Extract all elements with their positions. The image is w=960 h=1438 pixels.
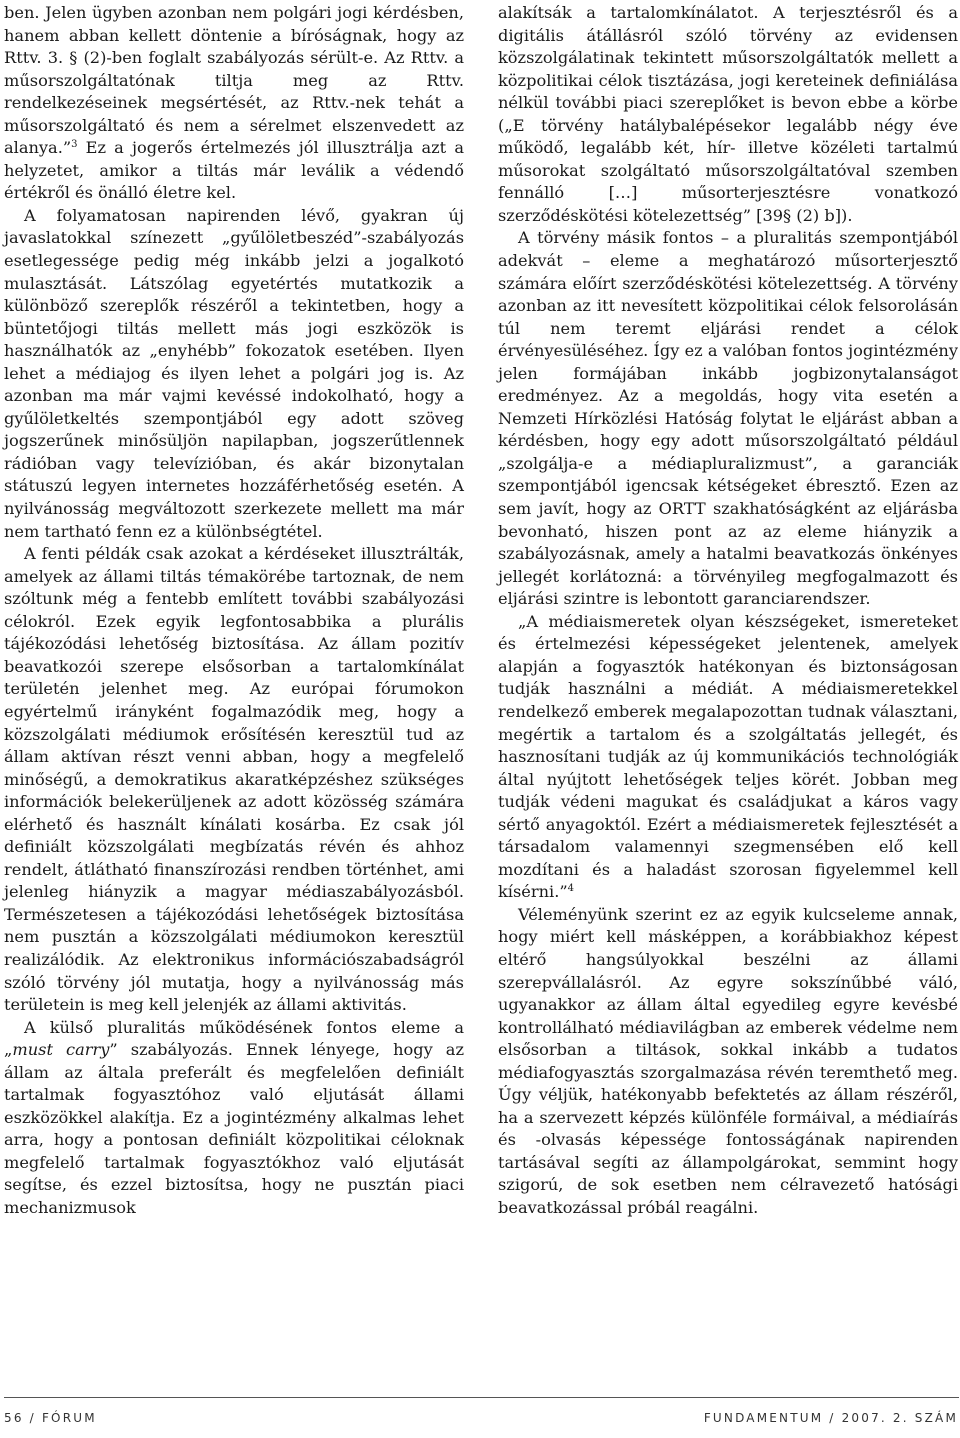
paragraph [4,2,464,205]
paragraph-text: „A médiaismeretek olyan készségeket, ismereteket és értelmezési képességeket jelentenek, amelyek alapján a fogyasztók hatékonyan és biztonságosan tudják használni a médiát. A médiaismeretekkel rendelkező emberek megalapozottan tudnak választani, megértik a tartalom és a szolgáltatás jellegét, és hasznosítani tudják az új kommunikációs technológiák által nyújtott lehetőségek teljes körét. Jobban meg tudják védeni magukat és családjukat a káros vagy sértő anyagoktól. Ezért a médiaismeretek fejlesztését a társadalom valamennyi szegmensében elő kell mozdítani és a haladást szorosan figyelemmel kell kísérni.” [498,611,958,902]
paragraph: A fenti példák csak azokat a kérdéseket illusztrálták, amelyek az állami tiltás témakörébe tartoznak, de nem szóltunk még a fentebb említett további szabályozási célokról. Ezek egyik legfontosabbika a plurális tájékozódási lehetőség biztosítása. Az állam pozitív beavatkozói szerepe elsősorban a tartalomkínálat területén jelenhet meg. Az európai fórumokon egyértelmű irányként fogalmazódik meg, hogy a közszolgálati médiumok erősítésén keresztül tud az állam aktívan részt venni abban, hogy a megfelelő minőségű, a demokratikus akaratképzéshez szükséges információk belekerüljenek az adott közösség számára elérhető és használt kínálati kosárba. Ez csak jól definiált közszolgálati megbízatás révén és ahhoz rendelt, átlátható finanszírozási rendben történhet, ami jelenleg hiányzik a magyar médiaszabályozásból. Természetesen a tájékozódási lehetőségek biztosítása nem pusztán a közszolgálati médiumokon keresztül realizálódik. Az elektronikus információszabadságról szóló törvény jól mutatja, hogy a nyilvánosság más területein is meg kell jelenjék az állami aktivitás. [4,544,464,1015]
paragraph-text: A külső pluralitás működésének fontos eleme a „ [4,1017,464,1060]
paragraph-text: ben. Jelen ügyben azonban nem polgári jogi kérdésben, hanem abban kellett döntenie a bíróságnak, hogy az Rttv. 3. § (2)-ben foglalt szabályozás sérült-e. Az Rttv. a műsorszolgáltatónak tiltja meg az Rttv. rendelkezéseinek megsértését, az Rttv.-nek tehát a műsorszolgáltató és nem a sérelmet elszenvedett az alanya.” [4,3,464,158]
footnote-marker: 4 [567,883,575,895]
paragraph: A törvény másik fontos – a pluralitás szempontjából adekvát – eleme a meghatározó műsorterjesztő számára előírt szerződéskötési kötelezettség. A törvény azonban az itt nevesített közpolitikai célok felsorolásán túl nem teremt eljárási rendet a célok érvényesüléséhez. Így ez a valóban fontos jogintézmény jelen formájában inkább jogbizonytalanságot eredményez. Az a megoldás, hogy vita esetén a Nemzeti Hírközlési Hatóság folytat le eljárást abban a kérdésben, hogy egy adott műsorszolgáltató például „szolgálja-e a médiapluralizmust”, a garanciák szempontjából igencsak kétségeket ébresztő. Ezen az sem javít, hogy az ORTT szakhatóságként az eljárásba bevonható, hiszen pont az az eleme hiányzik a szabályozásnak, amely a hatalmi beavatkozás önkényes jellegét korlátozná: a törvényileg megfogalmazott és eljárási szintre is lebontott garanciarendszer. [498,228,958,609]
footer-journal-label: FUNDAMENTUM / 2007. 2. SZÁM [703,1411,958,1425]
footer-divider [4,1397,959,1398]
paragraph: alakítsák a tartalomkínálatot. A terjesztésről és a digitális átállásról szóló törvény az evidensen közszolgálatinak tekintett műsorszolgáltatók mellett a közpolitikai célok tisztázása, jogi kereteinek definiálása nélkül további piaci szereplőket is bevon ebbe a körbe („E törvény hatálybalépésekor legalább négy éve működő, legalább két, hír- illetve közéleti tartalmú műsorokat szolgáltató műsorszolgáltatóval szemben fennálló […] műsorterjesztésre vonatkozó szerződéskötési kötelezettség” [39§ (2) b]). [498,3,958,225]
footer-page-label: 56 / FÓRUM [4,1411,97,1425]
paragraph-text: ” szabályozás. Ennek lényege, hogy az állam az általa preferált és megfelelően definiált tartalmak fogyasztóhoz való eljutását állami eszközökkel alakítja. Ez a jogintézmény alkalmas lehet arra, hogy a pontosan definiált közpolitikai céloknak megfelelő tartalmak fogyasztókhoz való eljutását segítse, és ezzel biztosítsa, hogy ne pusztán piaci mechanizmusok [4,1040,464,1217]
paragraph: Véleményünk szerint ez az egyik kulcseleme annak, hogy miért kell másképpen, a korábbiakhoz képest eltérő hangsúlyokkal beszélni az állami szerepvállalásról. Az egyre sokszínűbbé váló, ugyanakkor az állam által egyedileg egyre kevésbé kontrollálható médiavilágban az emberek védelme nem elsősorban a tiltások, sokkal inkább a tudatos médiafogyasztás szorgalmazása révén teremthető meg. Úgy véljük, hatékonyabb befektetés az állam részéről, ha a szervezett képzés különféle formáival, a médiaírás és -olvasás képessége fontosságának napirenden tartásával segíti az állampolgárokat, semmint hogy szigorú, de sok esetben nem célravezető hatósági beavatkozással próbál reagálni. [498,904,958,1217]
right-column [498,2,958,1220]
paragraph: A folyamatosan napirenden lévő, gyakran új javaslatokkal színezett „gyűlöletbeszéd”-szabályozás esetlegessége pedig még inkább jelzi a jogalkotó mulasztását. Látszólag egyetértés mutatkozik a különböző szereplők részéről a tekintetben, hogy a büntetőjogi tiltás mellett más jogi eszközök is használhatók az „enyhébb” fokozatok esetében. Ilyen lehet a médiajog és ilyen lehet a polgári jog is. Az azonban ma már vajmi kevéssé indokolható, hogy a gyűlöletkeltés szempontjából egy adott szöveg jogszerűnek minősüljön napilapban, jogszerűtlennek rádióban vagy televízióban, és akár bizonytalan státuszú legyen internetes hozzáférhetőség esetén. A nyilvánosság megváltozott szerkezete mellett ma már nem tartható fenn ez a különbségtétel. [4,205,464,541]
footnote-marker: 3 [71,139,78,151]
emphasized-term: must carry [12,1040,110,1060]
paragraph [4,1017,464,1220]
quote-paragraph [498,611,958,904]
left-column [4,2,464,1220]
paragraph-text: Ez a jogerős értelmezés jól illusztrálja azt a helyzetet, amikor a tiltás már leválik a védendő értékről és önálló életre kel. [4,138,464,203]
